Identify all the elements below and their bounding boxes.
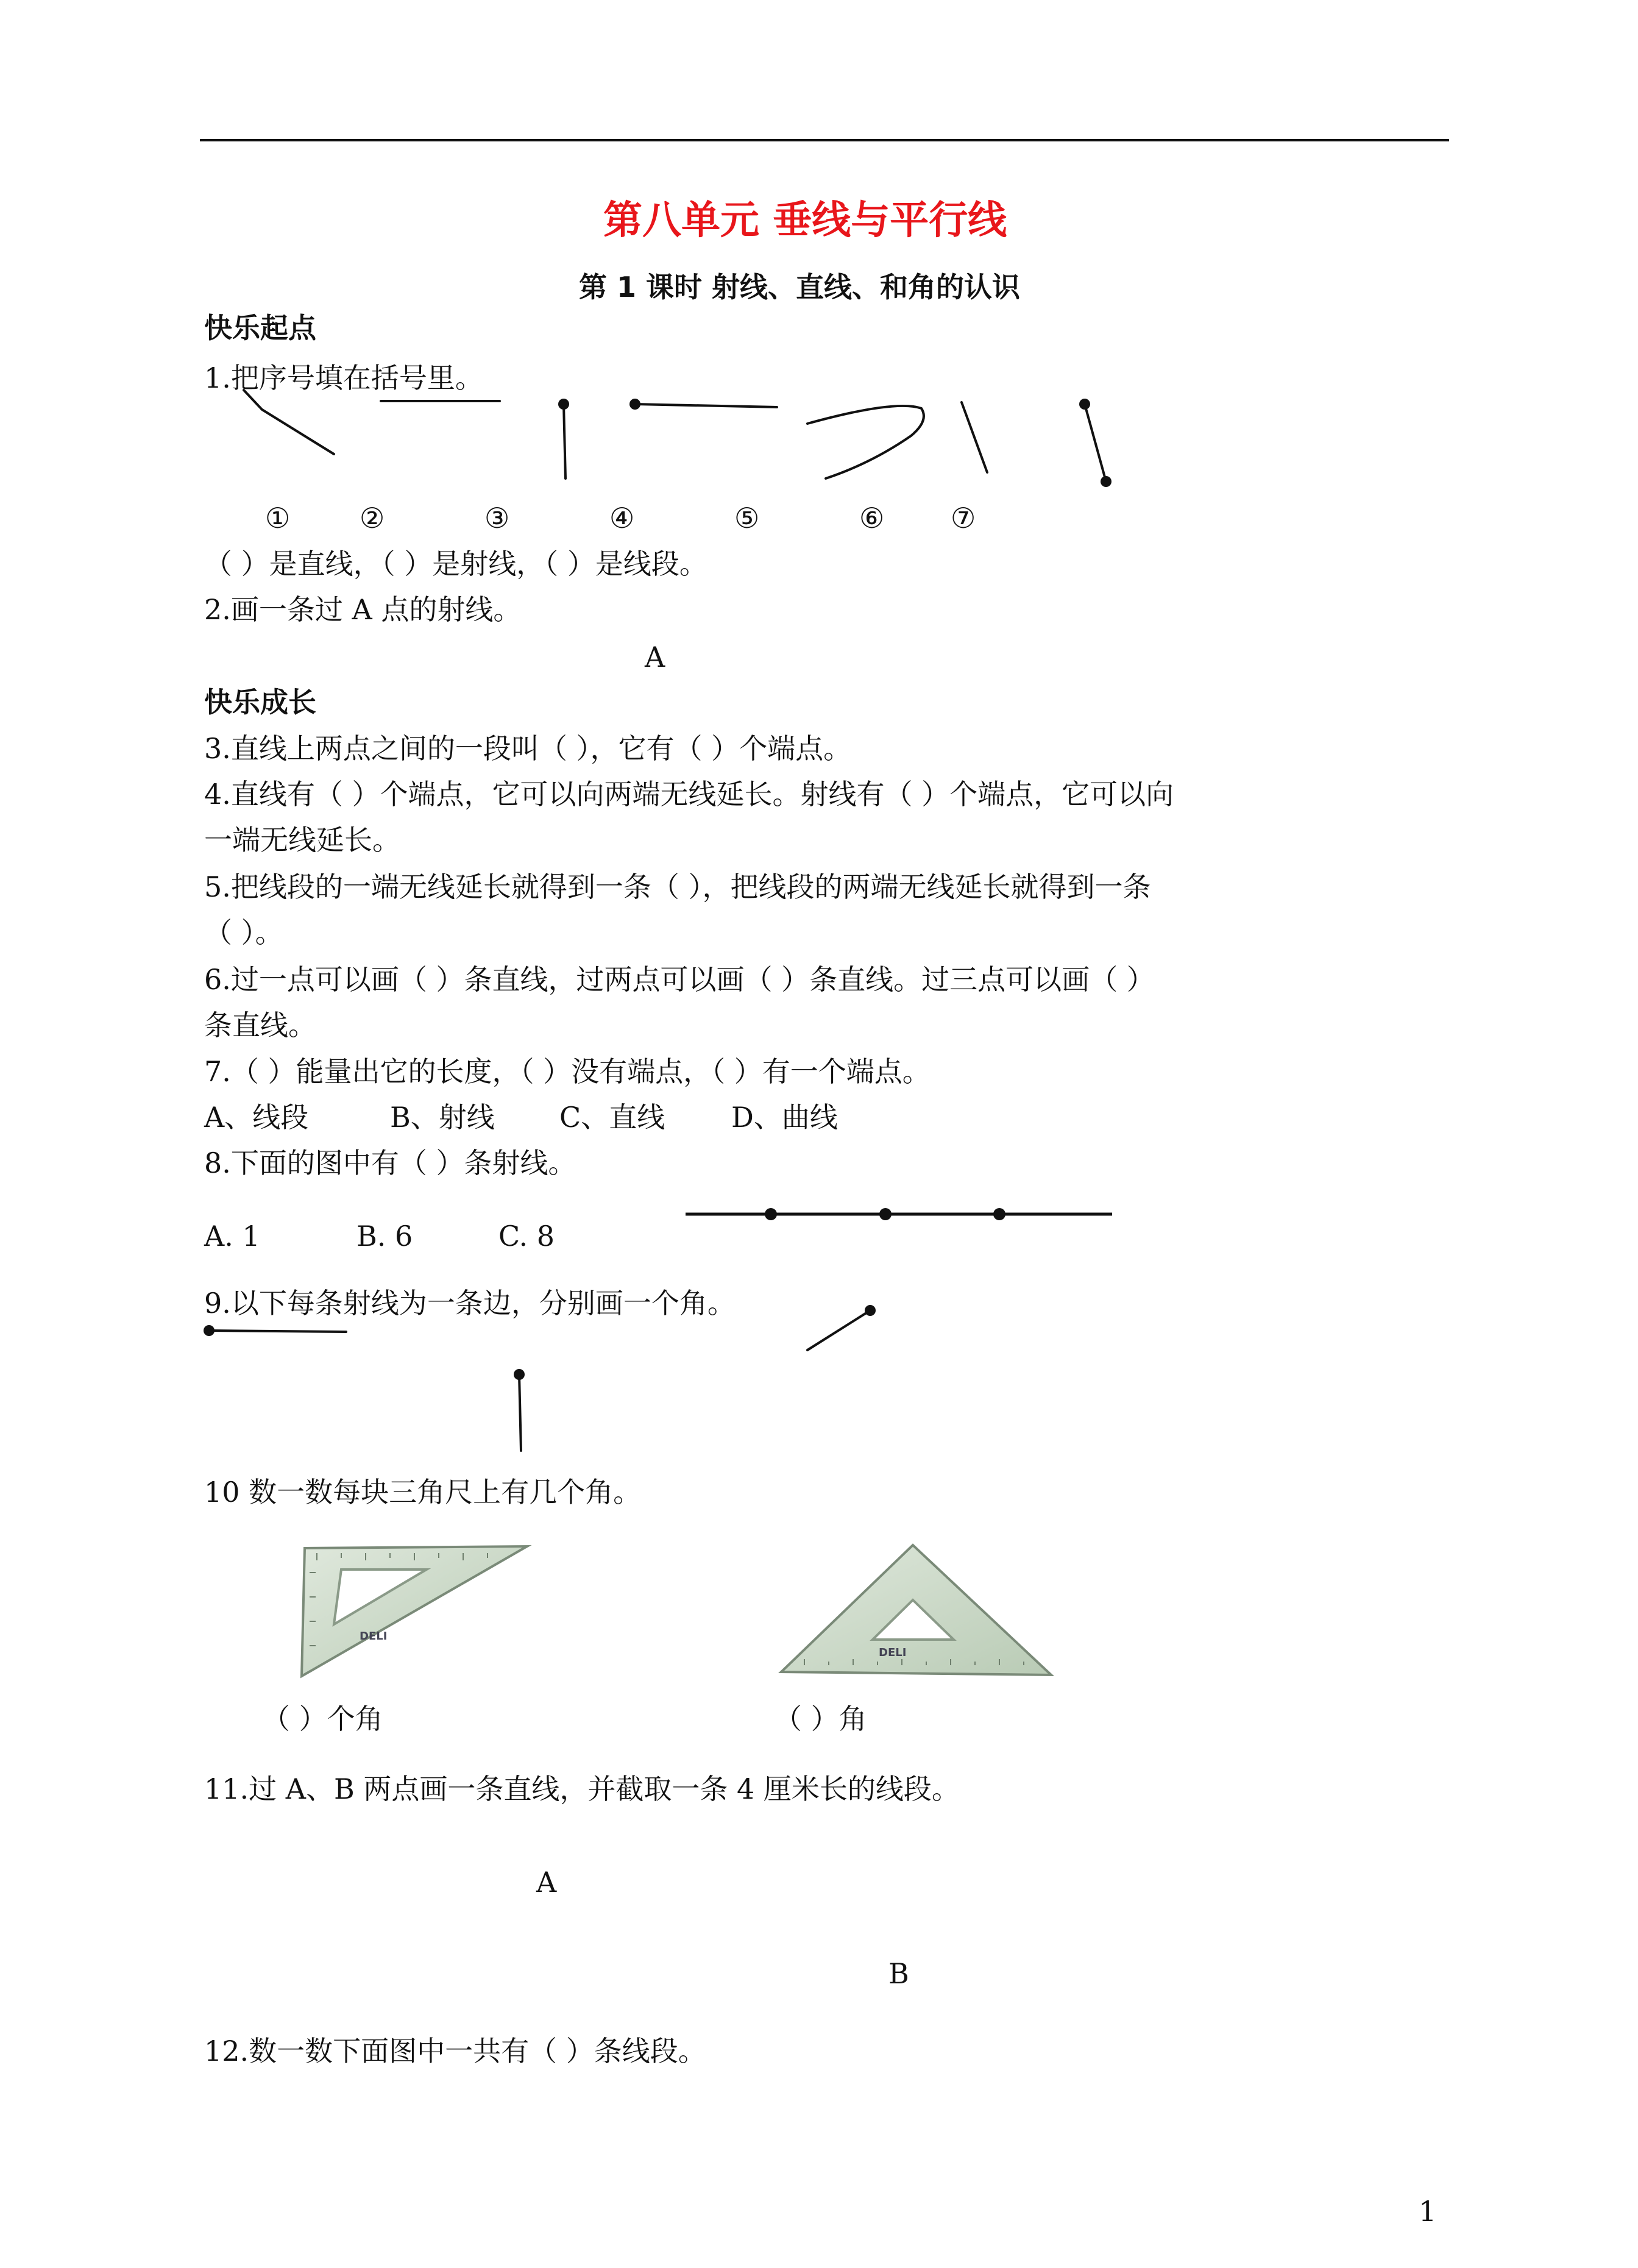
- q7-option-b: B、射线: [390, 1101, 495, 1134]
- question-12: 12.数一数下面图中一共有（ ）条线段。: [204, 2035, 706, 2067]
- set-square-2-brand: DELI: [879, 1646, 907, 1659]
- question-3: 3.直线上两点之间的一段叫（ ），它有（ ）个端点。: [204, 732, 852, 765]
- unit-title: 第八单元 垂线与平行线: [603, 197, 1007, 243]
- q1-answer-line: （ ）是直线，（ ）是射线，（ ）是线段。: [204, 547, 707, 580]
- section-heading-growth: 快乐成长: [204, 686, 316, 719]
- figure-number-3: ③: [484, 502, 510, 535]
- question-6-line-1: 6.过一点可以画（ ）条直线，过两点可以画（ ）条直线。过三点可以画（ ）: [204, 963, 1155, 996]
- set-square-30-60: [302, 1546, 527, 1676]
- set-square-45-45: [781, 1545, 1051, 1675]
- figure-number-6: ⑥: [859, 502, 885, 535]
- figure-number-5: ⑤: [734, 502, 760, 535]
- question-4-line-2: 一端无线延长。: [204, 823, 400, 856]
- q10-answer-2: （ ）角: [774, 1702, 867, 1735]
- q2-point-a-label: A: [645, 641, 665, 674]
- q8-option-c: C. 8: [498, 1220, 555, 1253]
- question-6-line-2: 条直线。: [204, 1009, 316, 1042]
- question-5-line-1: 5.把线段的一端无线延长就得到一条（ ），把线段的两端无线延长就得到一条: [204, 870, 1151, 903]
- question-1: 1.把序号填在括号里。: [204, 361, 483, 394]
- figure-number-4: ④: [609, 502, 635, 535]
- q7-option-d: D、曲线: [731, 1101, 838, 1134]
- q10-answer-1: （ ）个角: [262, 1702, 383, 1735]
- question-7: 7.（ ）能量出它的长度，（ ）没有端点，（ ）有一个端点。: [204, 1055, 931, 1088]
- q8-option-b: B. 6: [356, 1220, 413, 1253]
- figure-number-1: ①: [265, 502, 291, 535]
- question-10: 10 数一数每块三角尺上有几个角。: [204, 1476, 642, 1509]
- q7-option-a: A、线段: [204, 1101, 309, 1134]
- question-11: 11.过 A、B 两点画一条直线，并截取一条 4 厘米长的线段。: [204, 1772, 960, 1805]
- page-number: 1: [1419, 2195, 1437, 2228]
- question-5-line-2: （ ）。: [204, 916, 283, 949]
- q11-point-a-label: A: [536, 1866, 557, 1899]
- question-9: 9.以下每条射线为一条边，分别画一个角。: [204, 1287, 736, 1320]
- question-4-line-1: 4.直线有（ ）个端点，它可以向两端无线延长。射线有（ ）个端点，它可以向: [204, 778, 1174, 811]
- q11-point-b-label: B: [888, 1957, 909, 1990]
- figure-number-2: ②: [360, 502, 385, 535]
- question-2: 2.画一条过 A 点的射线。: [204, 593, 522, 626]
- set-square-1-brand: DELI: [360, 1630, 388, 1643]
- figure-number-7: ⑦: [951, 502, 976, 535]
- question-8: 8.下面的图中有（ ）条射线。: [204, 1146, 576, 1179]
- section-heading-start: 快乐起点: [204, 311, 316, 344]
- lesson-title: 第 1 课时 射线、直线、和角的认识: [579, 271, 1021, 304]
- q8-option-a: A. 1: [204, 1220, 260, 1253]
- q7-option-c: C、直线: [559, 1101, 665, 1134]
